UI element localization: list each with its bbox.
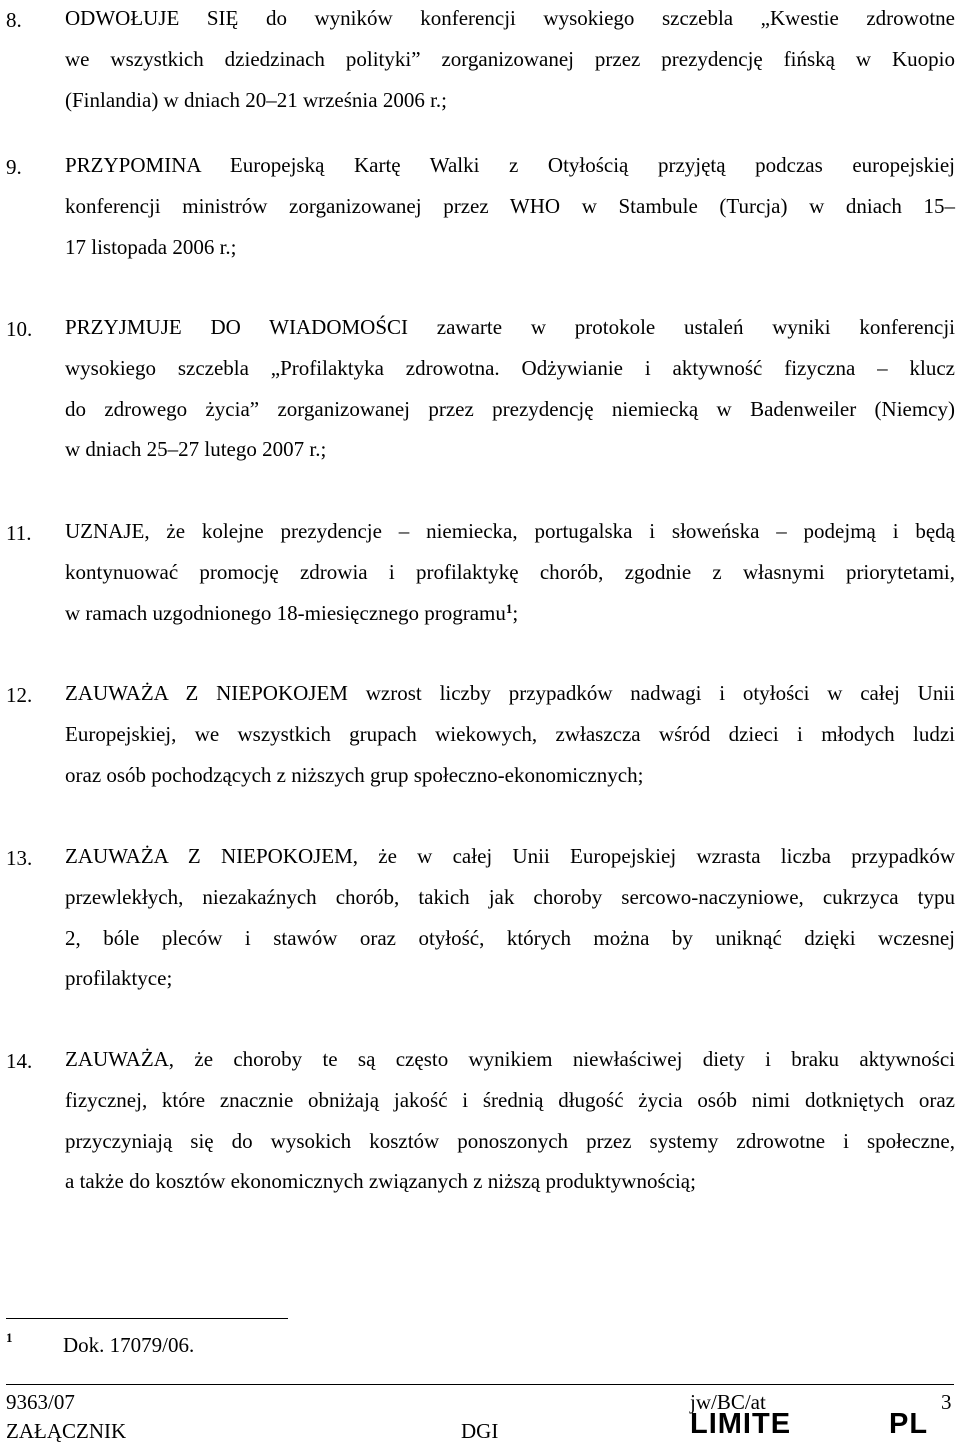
footer-annex-label: ZAŁĄCZNIK xyxy=(6,1419,127,1443)
paragraph-line xyxy=(65,389,955,430)
paragraph-line xyxy=(65,307,955,348)
line-text: profilaktyce; xyxy=(65,966,173,991)
footnote-mark: 1 xyxy=(6,1330,13,1345)
paragraph-body xyxy=(65,836,955,999)
paragraph-number: 12. xyxy=(6,683,33,707)
line-text: ; xyxy=(512,600,519,625)
paragraph-line xyxy=(65,918,955,959)
line-text: ODWOŁUJE SIĘ do wyników konferencji wysokiego szczebla „Kwestie zdrowotne xyxy=(65,6,955,30)
line-text: Europejskiej, we wszystkich grupach wiekowych, zwłaszcza wśród dzieci i młodych ludzi xyxy=(65,721,955,746)
footnote-separator xyxy=(6,1318,288,1319)
line-text: oraz osób pochodzących z niższych grup społeczno-ekonomicznych; xyxy=(65,762,644,787)
paragraph-number: 9. xyxy=(6,155,22,179)
line-text: 17 listopada 2006 r.; xyxy=(65,234,237,259)
paragraph-body xyxy=(65,307,955,470)
line-text: fizycznej, które znacznie obniżają jakość i średnią długość życia osób nimi dotkniętych oraz xyxy=(65,1087,955,1112)
numbered-paragraph xyxy=(0,673,955,795)
paragraph-body xyxy=(65,0,955,120)
line-text: w dniach 25–27 lutego 2007 r.; xyxy=(65,437,327,462)
paragraph-line xyxy=(65,836,955,877)
footer-language: PL xyxy=(889,1408,929,1440)
paragraph-line xyxy=(65,1161,955,1202)
line-text: przewlekłych, niezakaźnych chorób, takich jak choroby sercowo-naczyniowe, cukrzyca typu xyxy=(65,884,955,909)
footer-initials: jw/BC/at xyxy=(690,1390,766,1414)
footer-page-number: 3 xyxy=(941,1390,952,1414)
line-text: 2, bóle pleców i stawów oraz otyłość, których można by uniknąć dzięki wczesnej xyxy=(65,925,955,950)
line-text: kontynuować promocję zdrowia i profilaktykę chorób, zgodnie z własnymi priorytetami, xyxy=(65,559,955,584)
footnote-reference: 1 xyxy=(505,600,513,616)
paragraph-line xyxy=(65,755,955,796)
paragraph-line xyxy=(65,877,955,918)
paragraph-line xyxy=(65,186,955,227)
line-text: w ramach uzgodnionego 18-miesięcznego programu xyxy=(65,600,506,625)
paragraph-body xyxy=(65,145,955,267)
paragraph-number: 13. xyxy=(6,846,33,870)
line-text: (Finlandia) w dniach 20–21 września 2006 r.; xyxy=(65,87,447,112)
paragraph-number: 10. xyxy=(6,317,33,341)
line-text: we wszystkich dziedzinach polityki” zorganizowanej przez prezydencję fińską w Kuopio xyxy=(65,46,955,71)
paragraph-line xyxy=(65,145,955,186)
paragraph-line xyxy=(65,1039,955,1080)
paragraph-line xyxy=(65,714,955,755)
paragraph-line xyxy=(65,673,955,714)
line-text: UZNAJE, że kolejne prezydencje – niemiecka, portugalska i słoweńska – podejmą i będą xyxy=(65,519,955,543)
paragraph-line xyxy=(65,227,955,268)
paragraph-line xyxy=(65,39,955,80)
line-text: PRZYPOMINA Europejską Kartę Walki z Otyłością przyjętą podczas europejskiej xyxy=(65,153,955,177)
paragraph-line xyxy=(65,552,955,593)
line-text: a także do kosztów ekonomicznych związanych z niższą produktywnością; xyxy=(65,1169,696,1194)
paragraph-line xyxy=(65,80,955,121)
line-text: wysokiego szczebla „Profilaktyka zdrowotna. Odżywianie i aktywność fizyczna – klucz xyxy=(65,355,955,380)
line-text: ZAUWAŻA Z NIEPOKOJEM, że w całej Unii Europejskiej wzrasta liczba przypadków xyxy=(65,844,955,868)
line-text: konferencji ministrów zorganizowanej przez WHO w Stambule (Turcja) w dniach 15– xyxy=(65,193,955,218)
footer-dg-code: DGI xyxy=(461,1419,499,1443)
paragraph-body xyxy=(65,673,955,795)
footer-classification: LIMITE xyxy=(690,1408,792,1440)
footnote-text: Dok. 17079/06. xyxy=(63,1333,195,1357)
paragraph-line xyxy=(65,593,955,634)
paragraph-line xyxy=(65,1121,955,1162)
paragraph-body xyxy=(65,1039,955,1202)
paragraph-line xyxy=(65,429,955,470)
paragraph-line xyxy=(65,511,955,552)
numbered-paragraph xyxy=(0,145,955,267)
numbered-paragraph xyxy=(0,0,955,120)
line-text: przyczyniają się do wysokich kosztów ponoszonych przez systemy zdrowotne i społeczne, xyxy=(65,1128,955,1153)
numbered-paragraph xyxy=(0,307,955,470)
numbered-paragraph xyxy=(0,511,955,633)
numbered-paragraph xyxy=(0,836,955,999)
paragraph-line xyxy=(65,0,955,39)
paragraph-number: 14. xyxy=(6,1049,33,1073)
footer-separator xyxy=(6,1384,954,1385)
footer-doc-number: 9363/07 xyxy=(6,1390,75,1414)
paragraph-body xyxy=(65,511,955,633)
paragraph-line xyxy=(65,1080,955,1121)
paragraph-number: 8. xyxy=(6,8,22,32)
paragraph-line xyxy=(65,958,955,999)
paragraph-number: 11. xyxy=(6,521,32,545)
paragraph-line xyxy=(65,348,955,389)
numbered-paragraph xyxy=(0,1039,955,1202)
line-text: PRZYJMUJE DO WIADOMOŚCI zawarte w protokole ustaleń wyniki konferencji xyxy=(65,315,955,339)
line-text: ZAUWAŻA, że choroby te są często wynikiem niewłaściwej diety i braku aktywności xyxy=(65,1047,955,1071)
line-text: ZAUWAŻA Z NIEPOKOJEM wzrost liczby przypadków nadwagi i otyłości w całej Unii xyxy=(65,681,955,705)
line-text: do zdrowego życia” zorganizowanej przez prezydencję niemiecką w Badenweiler (Niemcy) xyxy=(65,396,955,421)
